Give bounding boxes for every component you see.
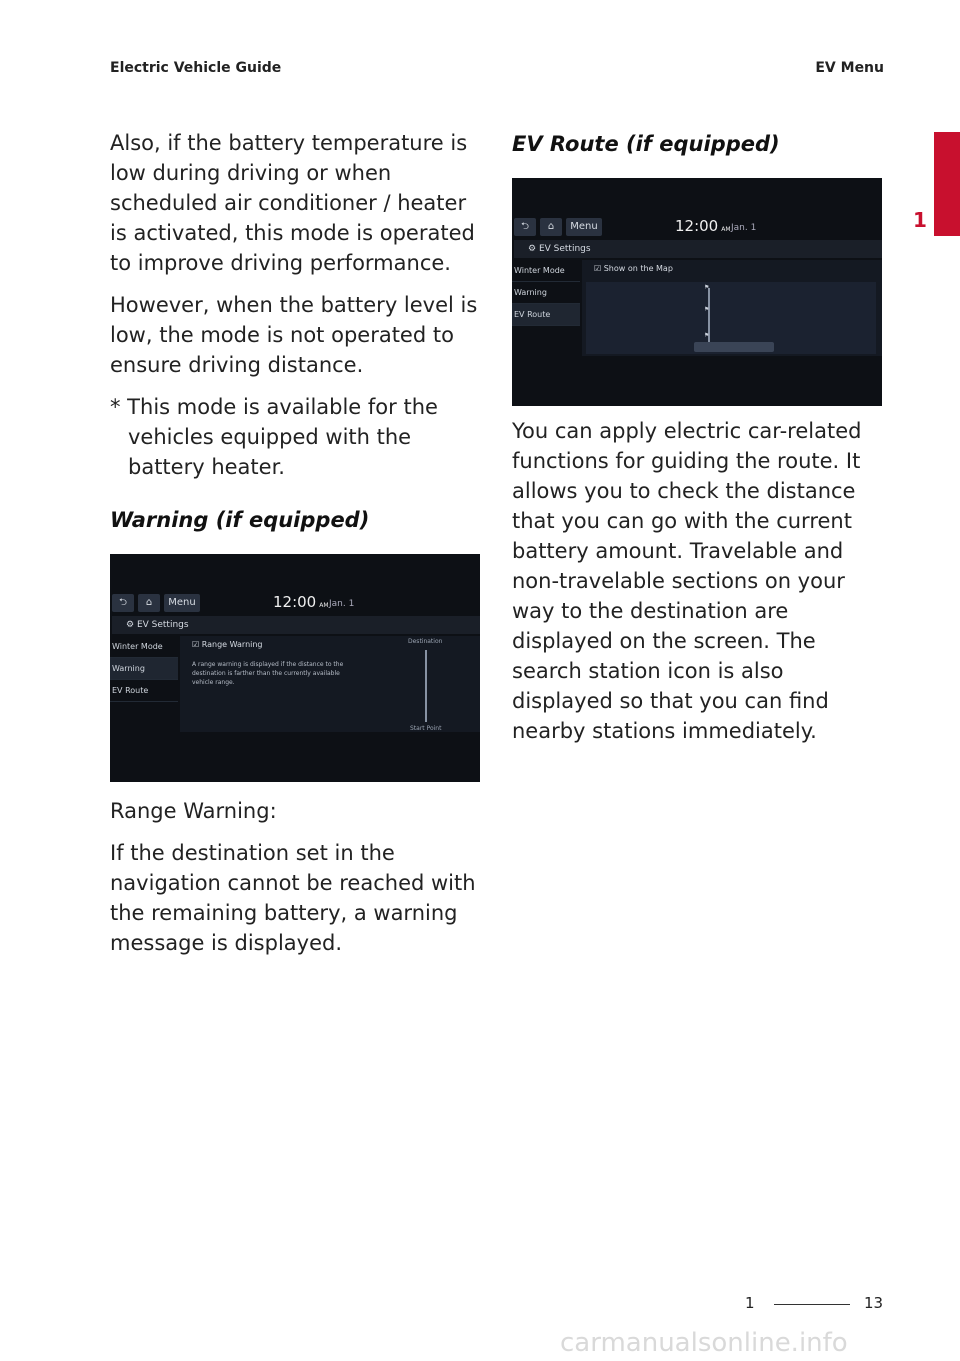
back-arrow-icon: ⮌ xyxy=(112,594,134,612)
start-point-flag: Start Point xyxy=(410,725,442,732)
sidebar-item-winter-mode: Winter Mode xyxy=(512,260,580,282)
header-guide-title: Electric Vehicle Guide xyxy=(110,60,282,76)
header-section-title: EV Menu xyxy=(815,60,884,76)
settings-title: ⚙ EV Settings xyxy=(112,616,480,634)
screenshot-ev-route xyxy=(512,178,882,406)
sidebar-item-ev-route: EV Route xyxy=(110,680,178,702)
menu-button: Menu xyxy=(566,218,602,236)
footer-divider xyxy=(774,1304,850,1305)
settings-sidebar xyxy=(110,636,178,702)
clock-time: 12:00 AM xyxy=(273,593,329,611)
sidebar-item-warning: Warning xyxy=(512,282,580,304)
flag-icon: ⚑ xyxy=(704,306,710,313)
search-station-button xyxy=(694,342,774,352)
destination-flag: Destination xyxy=(408,638,443,645)
footer-chapter-number: 1 xyxy=(745,1294,755,1312)
chapter-tab-number: 1 xyxy=(913,208,927,232)
caption-title: Range Warning: xyxy=(110,799,277,823)
section-heading-warning: Warning (if equipped) xyxy=(110,508,370,532)
flag-icon: ⚑ xyxy=(704,284,710,291)
sidebar-item-winter-mode: Winter Mode xyxy=(110,636,178,658)
screenshot-warning xyxy=(110,554,480,782)
right-column xyxy=(512,128,882,758)
section-heading-ev-route: EV Route (if equipped) xyxy=(512,132,780,156)
left-column xyxy=(110,128,480,970)
caption-body: If the destination set in the navigation cannot be reached with the remaining battery, a warning message is displayed. xyxy=(110,841,476,955)
paragraph: You can apply electric car-related functions for guiding the route. It allows you to check the distance that you can go with the current battery amount. Travelable and non-travelable sections on your way to the destination are displayed on the screen. The search station icon is also displayed so that you can find nearby stations immediately. xyxy=(512,419,862,743)
clock-date: Jan. 1 xyxy=(731,223,757,233)
back-arrow-icon: ⮌ xyxy=(514,218,536,236)
flag-icon: ⚑ xyxy=(704,332,710,339)
route-line xyxy=(425,650,427,722)
settings-content xyxy=(180,636,480,732)
settings-sidebar xyxy=(512,260,580,326)
sidebar-item-warning: Warning xyxy=(110,658,178,680)
sidebar-item-ev-route: EV Route xyxy=(512,304,580,326)
chapter-tab xyxy=(934,132,960,236)
home-icon: ⌂ xyxy=(540,218,562,236)
footer-page-number: 13 xyxy=(864,1294,884,1312)
clock-time: 12:00 AM xyxy=(675,217,731,235)
footnote: * This mode is available for the vehicles equipped with the battery heater. xyxy=(110,395,438,479)
clock-date: Jan. 1 xyxy=(329,599,355,609)
watermark: carmanualsonline.info xyxy=(560,1328,848,1358)
route-preview-map xyxy=(586,282,876,354)
paragraph: However, when the battery level is low, the mode is not operated to ensure driving distance. xyxy=(110,293,478,377)
show-on-map-checkbox: ☑ Show on the Map xyxy=(594,264,673,273)
paragraph: Also, if the battery temperature is low during driving or when scheduled air conditioner / heater is activated, this mode is operated to improve driving performance. xyxy=(110,131,475,275)
menu-button: Menu xyxy=(164,594,200,612)
range-warning-checkbox: ☑ Range Warning xyxy=(192,640,263,649)
range-warning-description: A range warning is displayed if the distance to the destination is farther than the currently available vehicle range. xyxy=(192,661,344,686)
settings-title: ⚙ EV Settings xyxy=(514,240,882,258)
home-icon: ⌂ xyxy=(138,594,160,612)
